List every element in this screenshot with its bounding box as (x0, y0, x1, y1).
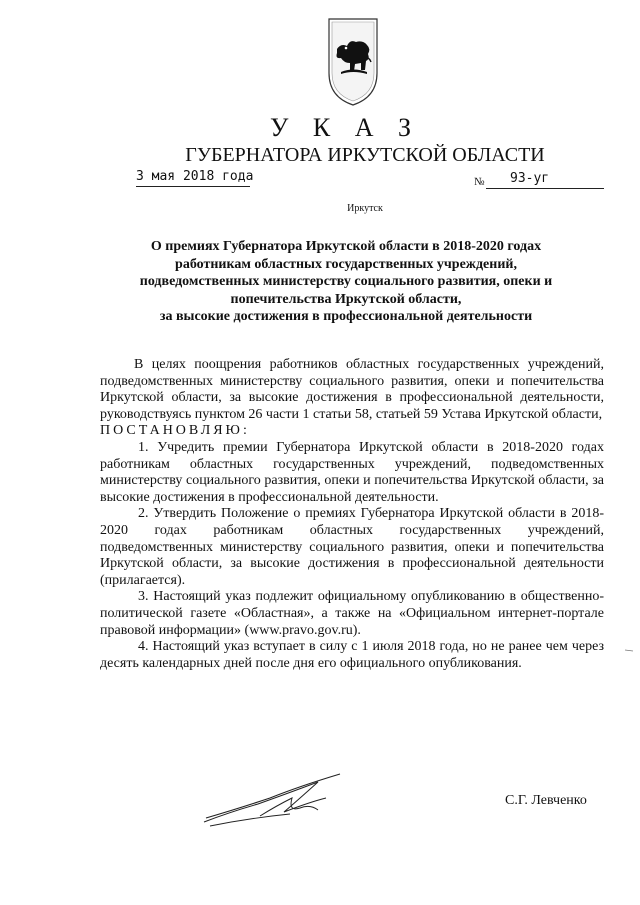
heading-line: подведомственных министерству социального развития, опеки и (139, 274, 553, 289)
decree-item-3: 3. Настоящий указ подлежит официальному опубликованию в общественно-политической газете «Областная», а также на «Официальном интернет-портале правовой информации» (www.pravo.gov.ru). (100, 589, 604, 638)
heading-line: работникам областных государственных учреждений, (175, 256, 517, 272)
decree-item-4: 4. Настоящий указ вступает в силу с 1 июля 2018 года, но не ранее чем через десять календарных дней после дня его официального опубликования. (100, 639, 604, 671)
issuer-line: ГУБЕРНАТОРА ИРКУТСКОЙ ОБЛАСТИ (185, 144, 545, 166)
margin-mark (624, 648, 634, 652)
decree-number: 93-уг (486, 170, 604, 189)
decree-date: 3 мая 2018 года (136, 168, 250, 187)
irkutsk-coat-of-arms-icon (325, 15, 381, 109)
heading-line: О премиях Губернатора Иркутской области в 2018-2020 годах (150, 239, 542, 254)
heading-line: за высокие достижения в профессиональной деятельности (159, 309, 533, 324)
decree-heading (118, 238, 574, 326)
city-name: Иркутск (347, 203, 383, 214)
signatory-name: С.Г. Левченко (505, 793, 587, 808)
decree-item-1: 1. Учредить премии Губернатора Иркутской области в 2018-2020 годах работникам областных государственных учреждений, подведомственных министерству социального развития, опеки и попечительства Иркутской области, за высокие достижения в профессиональной деятельности. (100, 439, 604, 505)
handwritten-signature (200, 768, 360, 832)
heading-line: попечительства Иркутской области, (230, 291, 462, 307)
decree-body (100, 357, 604, 672)
decree-number-block (474, 170, 606, 192)
preamble-paragraph: В целях поощрения работников областных государственных учреждений, подведомственных министерству социального развития, опеки и попечительства Иркутской области, за высокие достижения в профессиональной деятельности, руководствуясь пунктом 26 части 1 статьи 58, статьей 59 Устава Иркутской области, (100, 357, 604, 422)
document-title: У К А З (269, 113, 421, 142)
decree-word: ПОСТАНОВЛЯЮ: (100, 423, 250, 439)
decree-item-2: 2. Утвердить Положение о премиях Губернатора Иркутской области в 2018-2020 годах работникам областных государственных учреждений, подведомственных министерству социального развития, опеки и попечительства Иркутской области, за высокие достижения в профессиональной деятельности (прилагается). (100, 506, 604, 588)
number-sign: № (474, 176, 485, 188)
